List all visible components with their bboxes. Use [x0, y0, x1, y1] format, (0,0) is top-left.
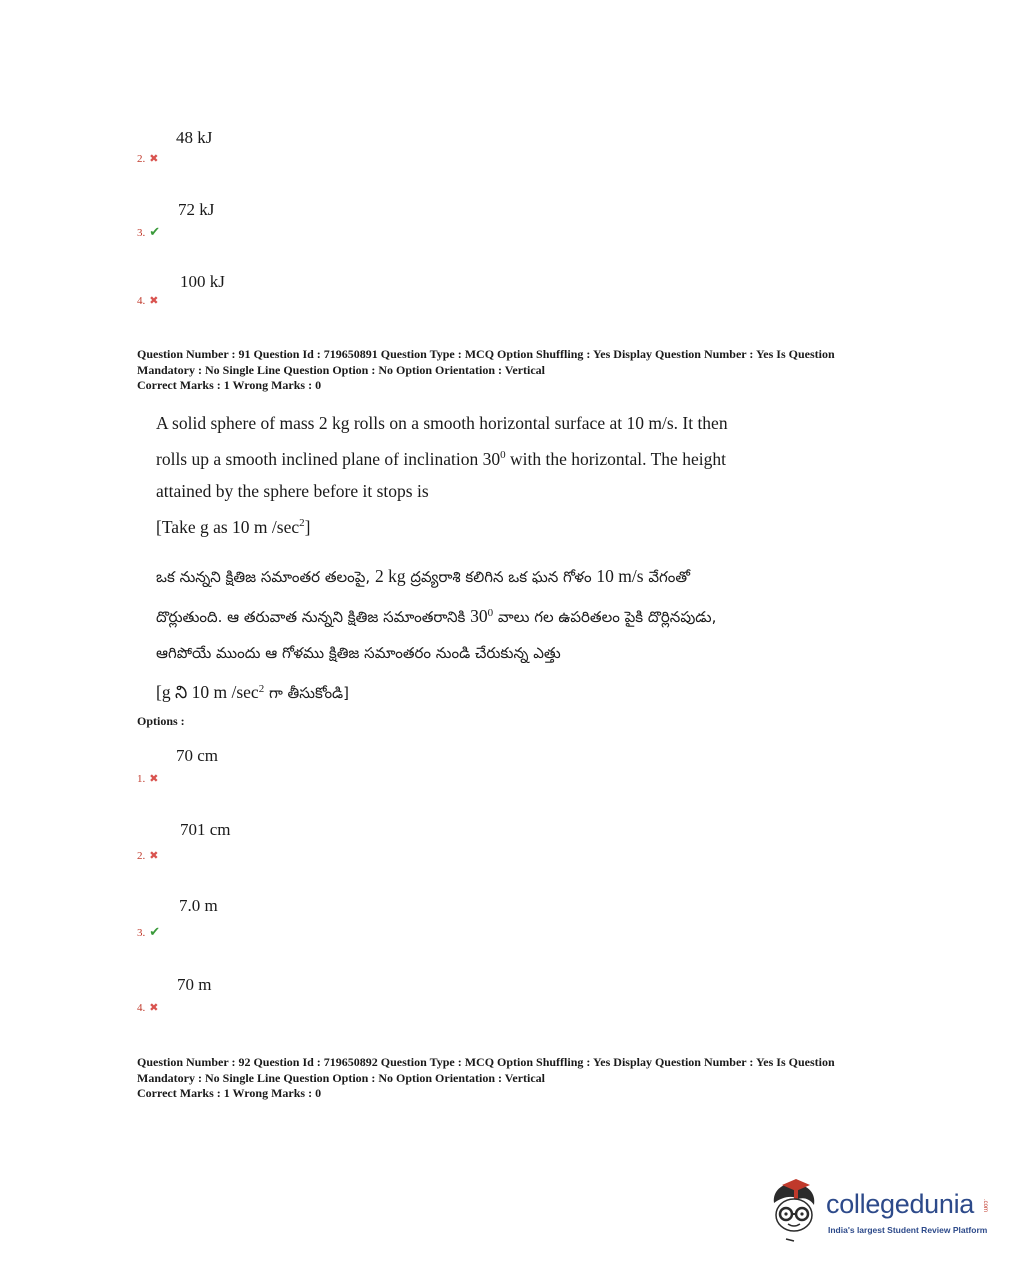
cross-icon: ✖ [149, 1002, 159, 1014]
options-label: Options : [137, 714, 185, 728]
option-number: 3. ✔ [137, 224, 161, 239]
cross-icon: ✖ [149, 153, 159, 165]
marks-line: Correct Marks : 1 Wrong Marks : 0 [137, 1086, 322, 1100]
logo-domain: .com [982, 1199, 988, 1213]
option-number: 3. ✔ [137, 924, 161, 939]
option-text: 70 cm [176, 746, 219, 765]
option-number: 2. ✖ [137, 153, 159, 165]
option-text: 48 kJ [176, 128, 213, 147]
cross-icon: ✖ [149, 850, 159, 862]
option-number: 4. ✖ [137, 1002, 159, 1014]
option-text: 72 kJ [178, 200, 215, 219]
question-text-telugu: ఒక నున్నని క్షితిజ సమాంతర తలంపై, 2 kg ద్రవ్యరాశి కలిగిన ఒక ఘన గోళం 10 m/s వేగంతో దొర్లుతుంది. ఆ తరువాత నున్నని క్షితిజ సమాంతరానికి $30^0$ వాలు గల ఉపరితలం పైకి దొర్లినపుడు, ఆగిపోయే ముందు ఆ గోళము క్షితిజ సమాంతరం నుండి చేరుకున్న ఎత్తు [g ని 10 m $/\sec^2$ గా తీసుకోండి] [156, 566, 717, 702]
question-meta: Question Number : 92 Question Id : 719650892 Question Type : MCQ Option Shuffling : Yes Display Question Number : Yes Is Question Mandatory : No Single Line Question Option : No Option Orientation : Vertical Correct Marks : 1 Wrong Marks : 0 [137, 1055, 897, 1102]
check-icon: ✔ [149, 924, 161, 939]
logo-wordmark: collegedunia [826, 1189, 975, 1219]
option-text: 100 kJ [180, 272, 225, 291]
option-text: 7.0 m [179, 896, 218, 915]
option-number: 2. ✖ [137, 850, 159, 862]
check-icon: ✔ [149, 224, 161, 239]
marks-line: Correct Marks : 1 Wrong Marks : 0 [137, 378, 322, 392]
option-text: 70 m [177, 975, 212, 994]
option-number: 4. ✖ [137, 295, 159, 307]
cross-icon: ✖ [149, 773, 159, 785]
question-text-english: A solid sphere of mass 2 kg rolls on a smooth horizontal surface at 10 m/s. It then rolls up a smooth inclined plane of inclination $30^0$ with the horizontal. The height attained by the sphere before it stops is [Take g as 10 m $/\sec^2$] [156, 413, 728, 537]
logo-tagline: India's largest Student Review Platform [828, 1225, 988, 1235]
question-meta: Question Number : 91 Question Id : 719650891 Question Type : MCQ Option Shuffling : Yes Display Question Number : Yes Is Question Mandatory : No Single Line Question Option : No Option Orientation : Vertical Correct Marks : 1 Wrong Marks : 0 [137, 347, 897, 394]
cross-icon: ✖ [149, 295, 159, 307]
option-text: 701 cm [180, 820, 231, 839]
collegedunia-logo [764, 1175, 994, 1245]
mascot-icon [764, 1175, 824, 1245]
option-number: 1. ✖ [137, 773, 159, 785]
